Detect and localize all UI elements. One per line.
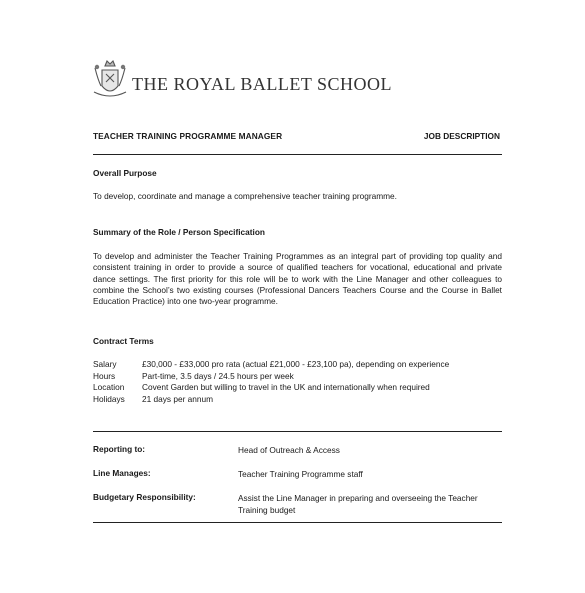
contract-label: Location	[93, 382, 125, 392]
contract-value: Part-time, 3.5 days / 24.5 hours per week	[142, 371, 294, 381]
line-manages-value: Teacher Training Programme staff	[238, 469, 363, 479]
summary-text: To develop and administer the Teacher Training Programmes as an integral part of providing top quality and consistent training in order to provide a source of qualified teachers for vocational, educational and private dance settings. The first priority for this role will be to work with the Line Manager and other colleagues to combine the School’s two existing courses (Professional Dancers Teachers Course and the Course in Ballet Education Practice) into one two-year programme.	[93, 251, 502, 307]
contract-label: Hours	[93, 371, 116, 381]
contract-value: Covent Garden but willing to travel in the UK and internationally when required	[142, 382, 430, 392]
contract-label: Holidays	[93, 394, 125, 404]
document-type: JOB DESCRIPTION	[423, 131, 500, 141]
summary-heading: Summary of the Role / Person Specification	[93, 227, 265, 237]
overall-purpose-heading: Overall Purpose	[93, 168, 157, 178]
reporting-divider-bottom	[93, 522, 502, 523]
logo-text: THE ROYAL BALLET SCHOOL	[132, 74, 392, 94]
budgetary-responsibility-label: Budgetary Responsibility:	[93, 492, 196, 502]
crest-icon	[92, 56, 128, 102]
school-logo	[92, 56, 392, 106]
reporting-divider-top	[93, 431, 502, 432]
reporting-to-label: Reporting to:	[93, 444, 146, 454]
header-divider	[93, 154, 502, 155]
contract-label: Salary	[93, 359, 117, 369]
contract-value: £30,000 - £33,000 pro rata (actual £21,000 - £23,100 pa), depending on experience	[142, 359, 450, 369]
reporting-to-value: Head of Outreach & Access	[238, 445, 340, 455]
overall-purpose-text: To develop, coordinate and manage a comprehensive teacher training programme.	[93, 191, 397, 201]
line-manages-label: Line Manages:	[93, 468, 151, 478]
budgetary-responsibility-value: Assist the Line Manager in preparing and overseeing the Teacher Training budget	[238, 493, 478, 515]
role-title: TEACHER TRAINING PROGRAMME MANAGER	[93, 131, 283, 141]
contract-terms-heading: Contract Terms	[93, 336, 154, 346]
contract-value: 21 days per annum	[142, 394, 214, 404]
